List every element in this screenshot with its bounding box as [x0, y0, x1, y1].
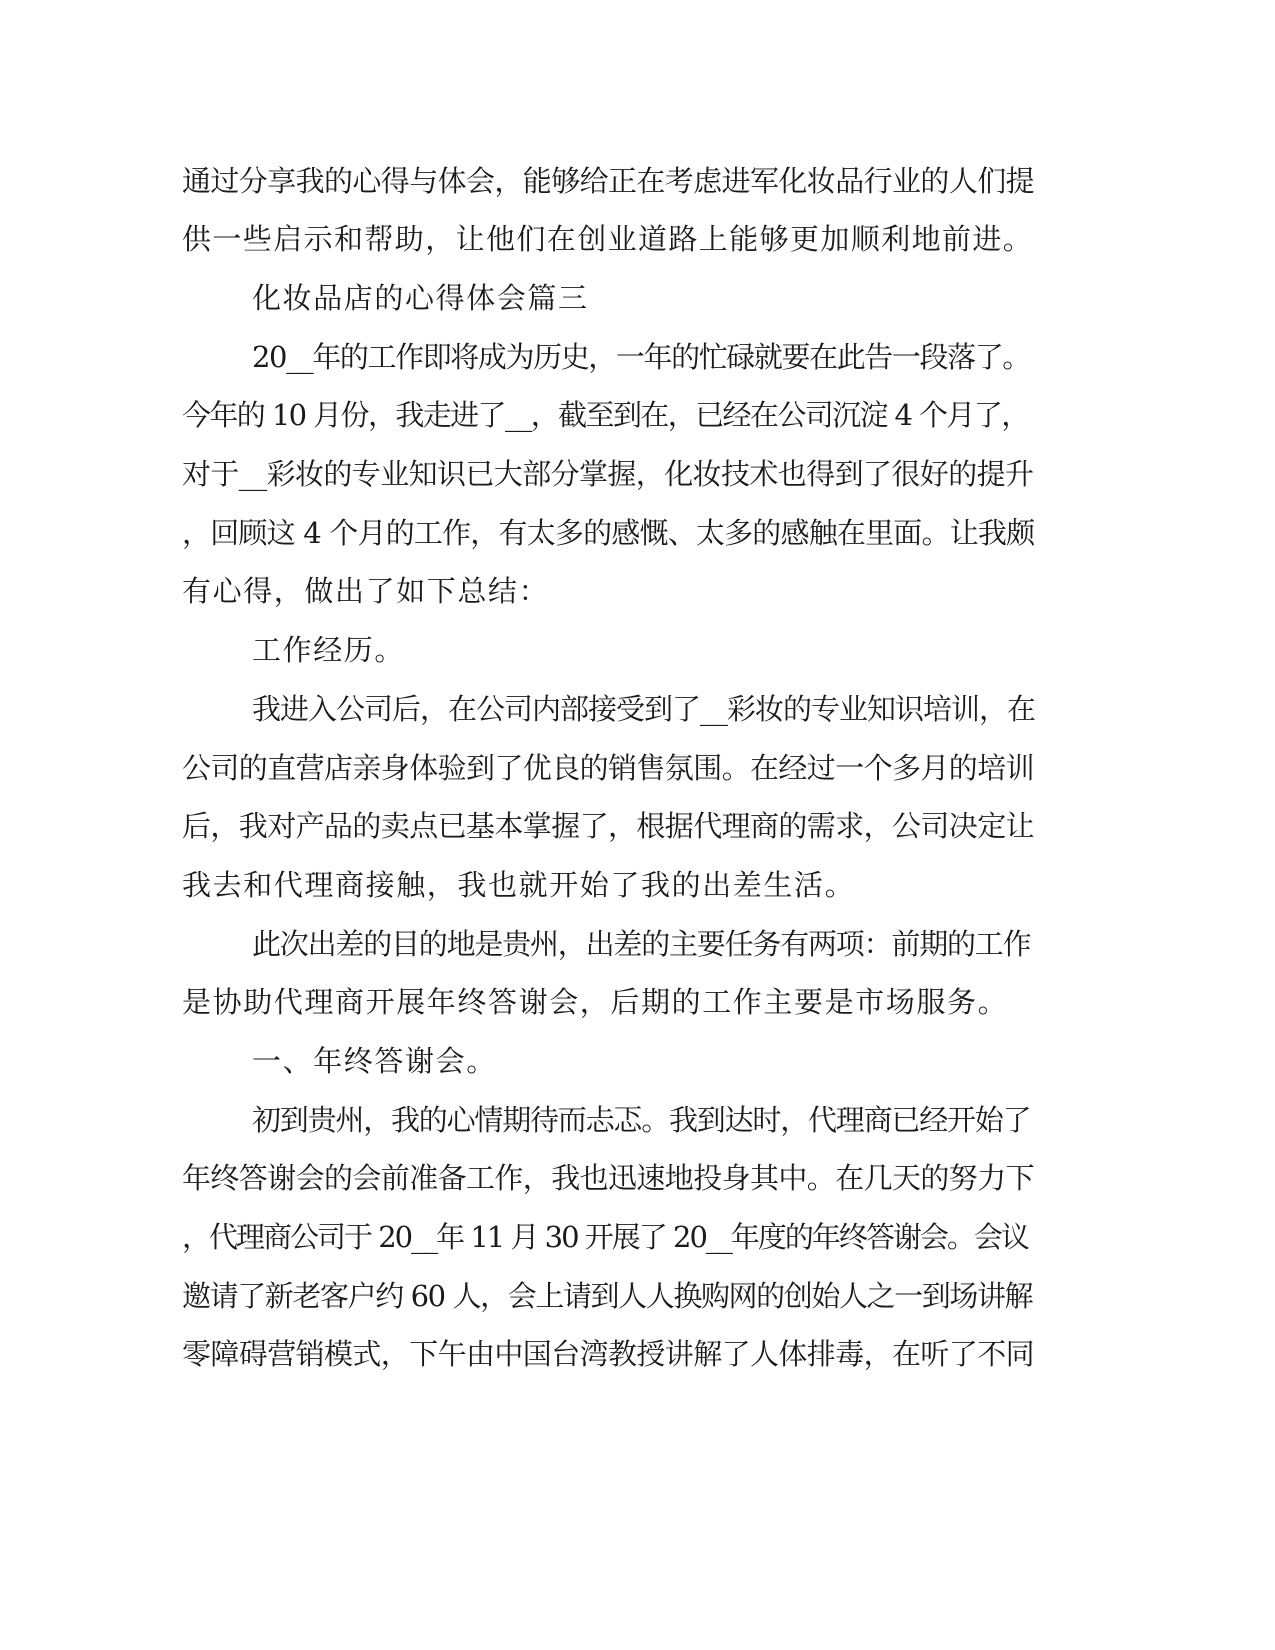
text-line: 零障碍营销模式，下午由中国台湾教授讲解了人体排毒，在听了不同 [182, 1337, 1035, 1371]
text-line: 初到贵州，我的心情期待而忐忑。我到达时，代理商已经开始了 [252, 1103, 1031, 1137]
text-line: 邀请了新老客户约 60 人，会上请到人人换购网的创始人之一到场讲解 [182, 1279, 1033, 1313]
text-line: 对于__彩妆的专业知识已大部分掌握，化妆技术也得到了很好的提升 [182, 457, 1034, 491]
text-line: 后，我对产品的卖点已基本掌握了，根据代理商的需求，公司决定让 [182, 809, 1035, 843]
text-line: 年终答谢会的会前准备工作，我也迅速地投身其中。在几天的努力下 [182, 1161, 1035, 1195]
text-line: 公司的直营店亲身体验到了优良的销售氛围。在经过一个多月的培训 [182, 751, 1035, 785]
text-line: 通过分享我的心得与体会，能够给正在考虑进军化妆品行业的人们提 [182, 164, 1035, 198]
text-line: 我进入公司后，在公司内部接受到了__彩妆的专业知识培训，在 [252, 692, 1036, 726]
text-line: ，代理商公司于 20__年 11 月 30 开展了 20__年度的年终答谢会。会议 [182, 1220, 1028, 1254]
text-line: 有心得，做出了如下总结： [182, 574, 550, 608]
text-line: 供一些启示和帮助，让他们在创业道路上能够更加顺利地前进。 [182, 222, 1034, 256]
section-heading: 化妆品店的心得体会篇三 [252, 281, 589, 315]
text-line: 20__年的工作即将成为历史，一年的忙碌就要在此告一段落了。 [252, 340, 1030, 374]
text-line: 此次出差的目的地是贵州，出差的主要任务有两项：前期的工作 [252, 927, 1031, 961]
subheading: 一、年终答谢会。 [252, 1044, 497, 1078]
text-line: 是协助代理商开展年终答谢会，后期的工作主要是市场服务。 [182, 985, 1009, 1019]
text-line: 我去和代理商接触，我也就开始了我的出差生活。 [182, 868, 856, 902]
subheading: 工作经历。 [252, 633, 406, 667]
text-line: ，回顾这 4 个月的工作，有太多的感慨、太多的感触在里面。让我颇 [182, 516, 1035, 550]
text-line: 今年的 10 月份，我走进了__，截至到在，已经在公司沉淀 4 个月了， [182, 398, 1029, 432]
